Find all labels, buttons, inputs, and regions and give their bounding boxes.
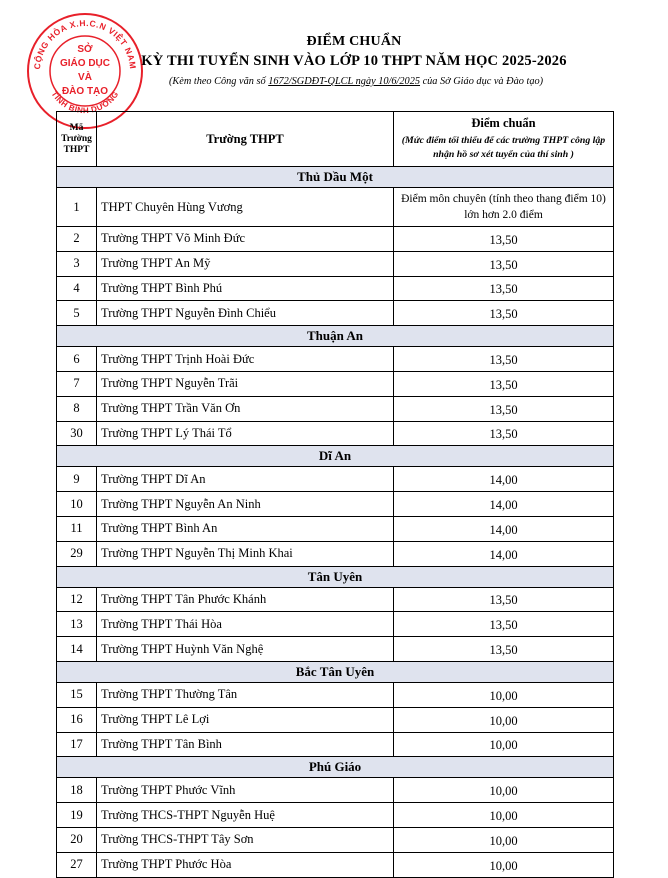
cutoff-score: 10,00 bbox=[394, 827, 614, 852]
school-code: 12 bbox=[57, 587, 97, 612]
school-code: 2 bbox=[57, 227, 97, 252]
table-row bbox=[57, 803, 614, 828]
table-row bbox=[57, 612, 614, 637]
table-row bbox=[57, 707, 614, 732]
table-row bbox=[57, 732, 614, 757]
table-row bbox=[57, 516, 614, 541]
school-code: 8 bbox=[57, 396, 97, 421]
note-prefix: (Kèm theo Công văn số bbox=[168, 76, 269, 87]
table-row bbox=[57, 682, 614, 707]
document-title: ĐIỂM CHUẨN bbox=[306, 34, 402, 49]
cutoff-score: 10,00 bbox=[394, 778, 614, 803]
cutoff-score: 10,00 bbox=[394, 803, 614, 828]
school-name: Trường THPT Huỳnh Văn Nghệ bbox=[97, 637, 394, 662]
school-name: Trường THPT Nguyễn Đình Chiểu bbox=[97, 301, 394, 326]
table-row bbox=[57, 637, 614, 662]
document-note bbox=[22, 76, 668, 87]
col-header-code: Mã Trường THPT bbox=[57, 112, 97, 167]
cutoff-score: 13,50 bbox=[394, 347, 614, 372]
col-header-cutoff-note: (Mức điểm tối thiểu để các trường THPT công lập nhận hồ sơ xét tuyển của thí sinh ) bbox=[401, 135, 606, 160]
school-name: Trường THPT Nguyễn Thị Minh Khai bbox=[97, 541, 394, 566]
stamp-line: GIÁO DỤC bbox=[60, 58, 110, 69]
school-name: Trường THPT Trịnh Hoài Đức bbox=[97, 347, 394, 372]
school-code: 6 bbox=[57, 347, 97, 372]
school-name: Trường THCS-THPT Nguyễn Huệ bbox=[97, 803, 394, 828]
school-code: 27 bbox=[57, 852, 97, 877]
group-name: Bắc Tân Uyên bbox=[57, 661, 614, 682]
table-row bbox=[57, 827, 614, 852]
school-name: Trường THPT Trần Văn Ơn bbox=[97, 396, 394, 421]
school-name: Trường THPT Bình An bbox=[97, 516, 394, 541]
cutoff-score: 13,50 bbox=[394, 587, 614, 612]
table-row bbox=[57, 421, 614, 446]
table-row bbox=[57, 371, 614, 396]
table-row bbox=[57, 301, 614, 326]
table-row bbox=[57, 541, 614, 566]
group-header-row bbox=[57, 757, 614, 778]
col-header-cutoff bbox=[394, 112, 614, 167]
cutoff-score: 13,50 bbox=[394, 227, 614, 252]
group-header-row bbox=[57, 446, 614, 467]
stamp-ring-text: CỘNG HÒA X.H.C.N VIỆT NAM bbox=[31, 17, 139, 70]
table-header-row bbox=[57, 112, 614, 167]
school-code: 29 bbox=[57, 541, 97, 566]
school-name: THPT Chuyên Hùng Vương bbox=[97, 188, 394, 227]
table-row bbox=[57, 251, 614, 276]
group-header-row bbox=[57, 566, 614, 587]
table-row bbox=[57, 492, 614, 517]
school-code: 18 bbox=[57, 778, 97, 803]
cutoff-score: 14,00 bbox=[394, 541, 614, 566]
school-code: 30 bbox=[57, 421, 97, 446]
cutoff-score: 13,50 bbox=[394, 251, 614, 276]
school-code: 5 bbox=[57, 301, 97, 326]
school-name: Trường THPT Tân Bình bbox=[97, 732, 394, 757]
group-header-row bbox=[57, 326, 614, 347]
school-code: 19 bbox=[57, 803, 97, 828]
cutoff-score: 13,50 bbox=[394, 612, 614, 637]
stamp-line: ĐÀO TẠO bbox=[61, 86, 109, 97]
school-code: 1 bbox=[57, 188, 97, 227]
group-name: Dĩ An bbox=[57, 446, 614, 467]
cutoff-score: Điểm môn chuyên (tính theo thang điểm 10) lớn hơn 2.0 điểm bbox=[394, 188, 614, 227]
school-name: Trường THPT Thái Hòa bbox=[97, 612, 394, 637]
cutoff-score: 13,50 bbox=[394, 421, 614, 446]
school-name: Trường THPT Võ Minh Đức bbox=[97, 227, 394, 252]
school-code: 15 bbox=[57, 682, 97, 707]
stamp-line: VÀ bbox=[78, 72, 92, 83]
group-name: Phú Giáo bbox=[57, 757, 614, 778]
school-code: 3 bbox=[57, 251, 97, 276]
cutoff-table bbox=[56, 111, 614, 878]
school-name: Trường THPT Phước Vĩnh bbox=[97, 778, 394, 803]
table-row bbox=[57, 227, 614, 252]
cutoff-score: 10,00 bbox=[394, 682, 614, 707]
table-row bbox=[57, 852, 614, 877]
cutoff-score: 13,50 bbox=[394, 276, 614, 301]
school-name: Trường THPT Dĩ An bbox=[97, 467, 394, 492]
school-name: Trường THCS-THPT Tây Sơn bbox=[97, 827, 394, 852]
school-code: 16 bbox=[57, 707, 97, 732]
school-name: Trường THPT Nguyễn Trãi bbox=[97, 371, 394, 396]
cutoff-score: 14,00 bbox=[394, 516, 614, 541]
school-name: Trường THPT Nguyễn An Ninh bbox=[97, 492, 394, 517]
school-code: 7 bbox=[57, 371, 97, 396]
table-body bbox=[57, 167, 614, 878]
col-header-cutoff-label: Điểm chuẩn bbox=[471, 116, 536, 130]
table-row bbox=[57, 188, 614, 227]
school-code: 17 bbox=[57, 732, 97, 757]
note-suffix: của Sở Giáo dục và Đào tạo) bbox=[420, 76, 544, 87]
group-header-row bbox=[57, 167, 614, 188]
group-name: Thủ Dầu Một bbox=[57, 167, 614, 188]
table-row bbox=[57, 587, 614, 612]
cutoff-score: 14,00 bbox=[394, 467, 614, 492]
cutoff-score: 10,00 bbox=[394, 852, 614, 877]
stamp-line: SỞ bbox=[77, 44, 93, 55]
group-name: Tân Uyên bbox=[57, 566, 614, 587]
school-code: 13 bbox=[57, 612, 97, 637]
note-reference: 1672/SGDĐT-QLCL ngày 10/6/2025 bbox=[268, 76, 421, 87]
school-name: Trường THPT Bình Phú bbox=[97, 276, 394, 301]
school-code: 11 bbox=[57, 516, 97, 541]
table-row bbox=[57, 276, 614, 301]
col-header-school: Trường THPT bbox=[97, 112, 394, 167]
table-row bbox=[57, 467, 614, 492]
cutoff-score: 14,00 bbox=[394, 492, 614, 517]
school-name: Trường THPT Tân Phước Khánh bbox=[97, 587, 394, 612]
school-code: 14 bbox=[57, 637, 97, 662]
cutoff-score: 13,50 bbox=[394, 637, 614, 662]
cutoff-score: 13,50 bbox=[394, 396, 614, 421]
school-code: 9 bbox=[57, 467, 97, 492]
cutoff-score: 10,00 bbox=[394, 732, 614, 757]
school-code: 20 bbox=[57, 827, 97, 852]
school-code: 10 bbox=[57, 492, 97, 517]
group-name: Thuận An bbox=[57, 326, 614, 347]
table-row bbox=[57, 347, 614, 372]
school-name: Trường THPT Lý Thái Tổ bbox=[97, 421, 394, 446]
cutoff-score: 13,50 bbox=[394, 371, 614, 396]
table-row bbox=[57, 778, 614, 803]
school-name: Trường THPT Thường Tân bbox=[97, 682, 394, 707]
cutoff-score: 10,00 bbox=[394, 707, 614, 732]
school-name: Trường THPT Lê Lợi bbox=[97, 707, 394, 732]
school-name: Trường THPT Phước Hòa bbox=[97, 852, 394, 877]
cutoff-score: 13,50 bbox=[394, 301, 614, 326]
table-row bbox=[57, 396, 614, 421]
group-header-row bbox=[57, 661, 614, 682]
school-code: 4 bbox=[57, 276, 97, 301]
document-subtitle: KỲ THI TUYỂN SINH VÀO LỚP 10 THPT NĂM HỌC 2025-2026 bbox=[141, 53, 567, 69]
stamp-province-text: TỈNH BÌNH DƯƠNG bbox=[49, 89, 121, 116]
school-name: Trường THPT An Mỹ bbox=[97, 251, 394, 276]
